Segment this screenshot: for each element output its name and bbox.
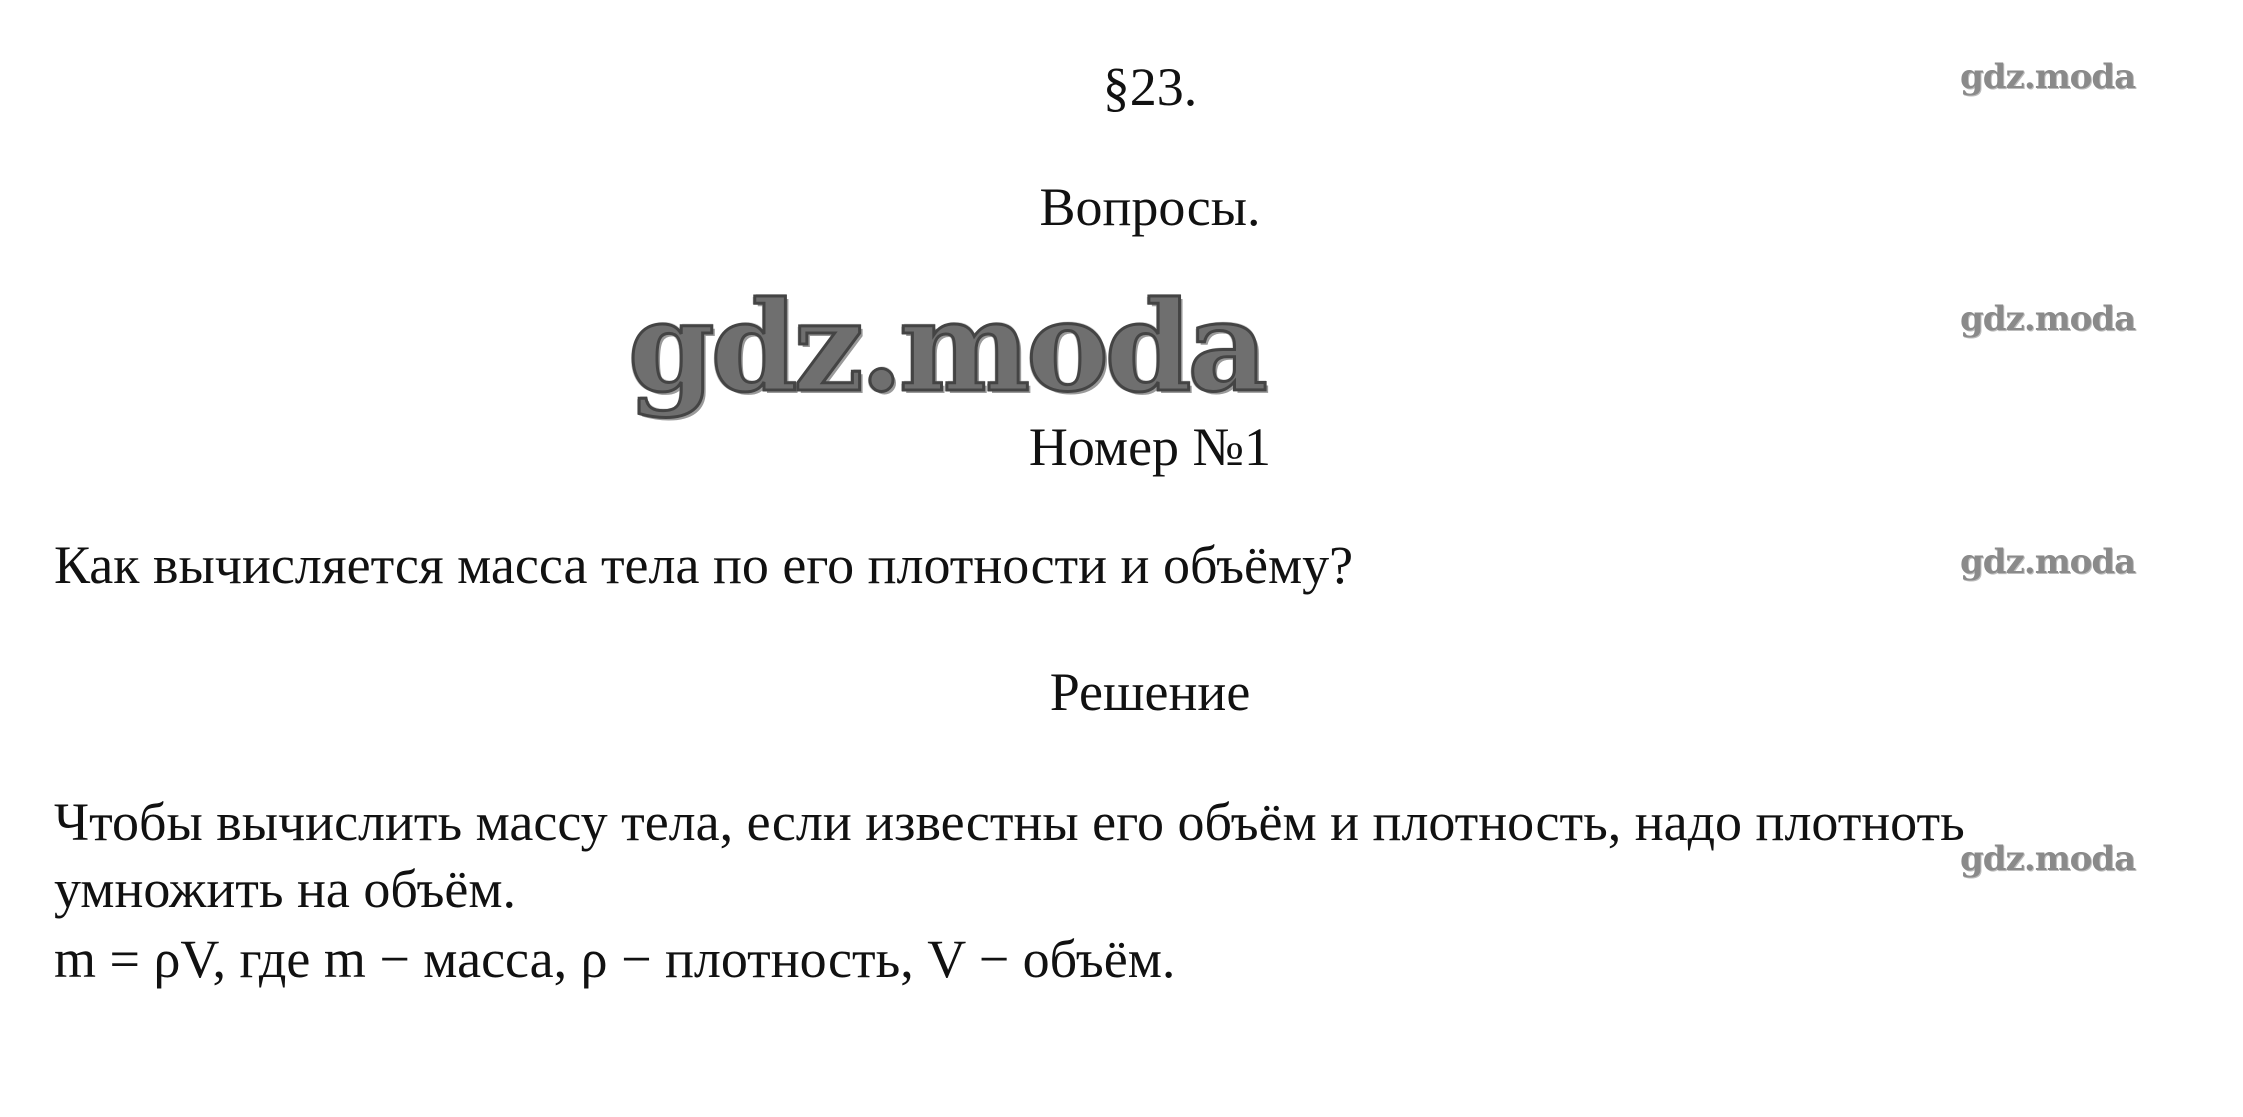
- answer-line-1: Чтобы вычислить массу тела, если известны его объём и плотность, надо плотноть: [54, 792, 1965, 852]
- watermark-small: gdz.moda: [1960, 839, 2136, 879]
- answer-line-2: умножить на объём.: [54, 859, 517, 919]
- solution-heading: Решение: [1049, 662, 1251, 722]
- questions-heading: Вопросы.: [1039, 177, 1261, 237]
- watermark-large: gdz.moda: [628, 275, 1264, 420]
- watermark-small: gdz.moda: [1960, 57, 2136, 97]
- section-title: §23.: [1102, 57, 1198, 117]
- answer-formula-line: m = ρV, где m − масса, ρ − плотность, V − объём.: [54, 929, 1176, 989]
- question-text: Как вычисляется масса тела по его плотности и объёму?: [54, 535, 1354, 595]
- watermark-small: gdz.moda: [1960, 299, 2136, 339]
- watermark-small: gdz.moda: [1960, 542, 2136, 582]
- number-heading: Номер №1: [1028, 417, 1272, 477]
